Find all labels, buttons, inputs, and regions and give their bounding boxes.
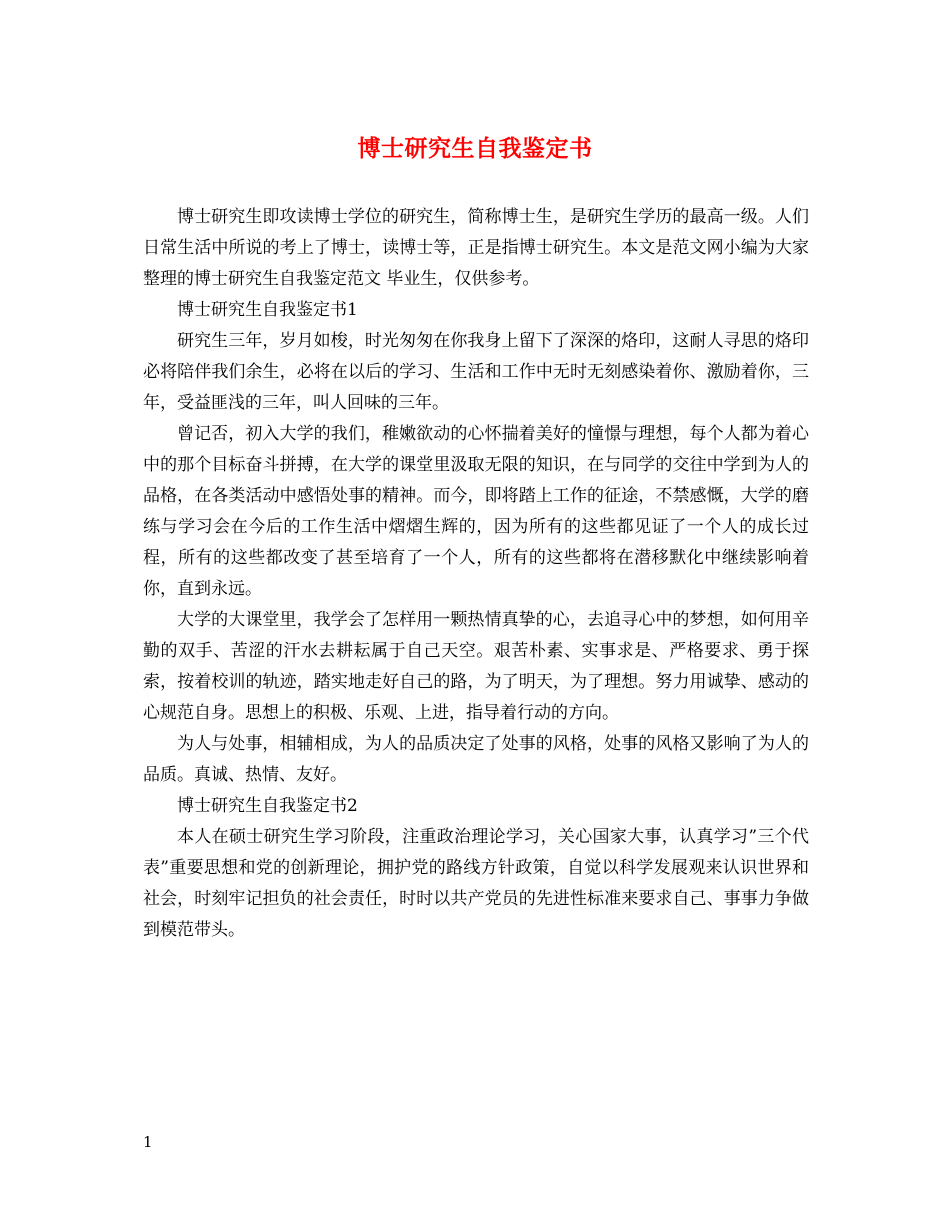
section-heading-2: 博士研究生自我鉴定书2 xyxy=(177,796,358,816)
body-paragraph: 为人与处事，相辅相成，为人的品质决定了处事的风格，处事的风格又影响了为人的品质。真诚、热情、友好。 xyxy=(143,734,809,785)
intro-paragraph: 博士研究生即攻读博士学位的研究生，简称博士生，是研究生学历的最高一级。人们日常生活中所说的考上了博士，读博士等，正是指博士研究生。本文是范文网小编为大家整理的博士研究生自我鉴定范文 毕业生，仅供参考。 xyxy=(143,207,809,289)
body-paragraph: 大学的大课堂里，我学会了怎样用一颗热情真挚的心，去追寻心中的梦想，如何用辛勤的双手、苦涩的汗水去耕耘属于自己天空。艰苦朴素、实事求是、严格要求、勇于探索，按着校训的轨迹，踏实地走好自己的路，为了明天，为了理想。努力用诚挚、感动的心规范自身。思想上的积极、乐观、上进，指导着行动的方向。 xyxy=(143,610,809,723)
section-heading-1: 博士研究生自我鉴定书1 xyxy=(177,300,358,320)
body-paragraph: 曾记否，初入大学的我们，稚嫩欲动的心怀揣着美好的憧憬与理想，每个人都为着心中的那个目标奋斗拼搏，在大学的课堂里汲取无限的知识，在与同学的交往中学到为人的品格，在各类活动中感悟处事的精神。而今，即将踏上工作的征途，不禁感慨，大学的磨练与学习会在今后的工作生活中熠熠生辉的，因为所有的这些都见证了一个人的成长过程，所有的这些都改变了甚至培育了一个人，所有的这些都将在潜移默化中继续影响着你，直到永远。 xyxy=(143,424,809,599)
document-title: 博士研究生自我鉴定书 xyxy=(357,135,593,162)
body-paragraph: 研究生三年，岁月如梭，时光匆匆在你我身上留下了深深的烙印，这耐人寻思的烙印必将陪伴我们余生，必将在以后的学习、生活和工作中无时无刻感染着你、激励着你，三年，受益匪浅的三年，叫人回味的三年。 xyxy=(143,331,809,413)
page-number: 1 xyxy=(143,1133,153,1151)
body-paragraph: 本人在硕士研究生学习阶段，注重政治理论学习，关心国家大事，认真学习”三个代表”重要思想和党的创新理论，拥护党的路线方针政策，自觉以科学发展观来认识世界和社会，时刻牢记担负的社会责任，时时以共产党员的先进性标准来要求自己、事事力争做到模范带头。 xyxy=(143,827,809,940)
document-body xyxy=(143,202,809,946)
